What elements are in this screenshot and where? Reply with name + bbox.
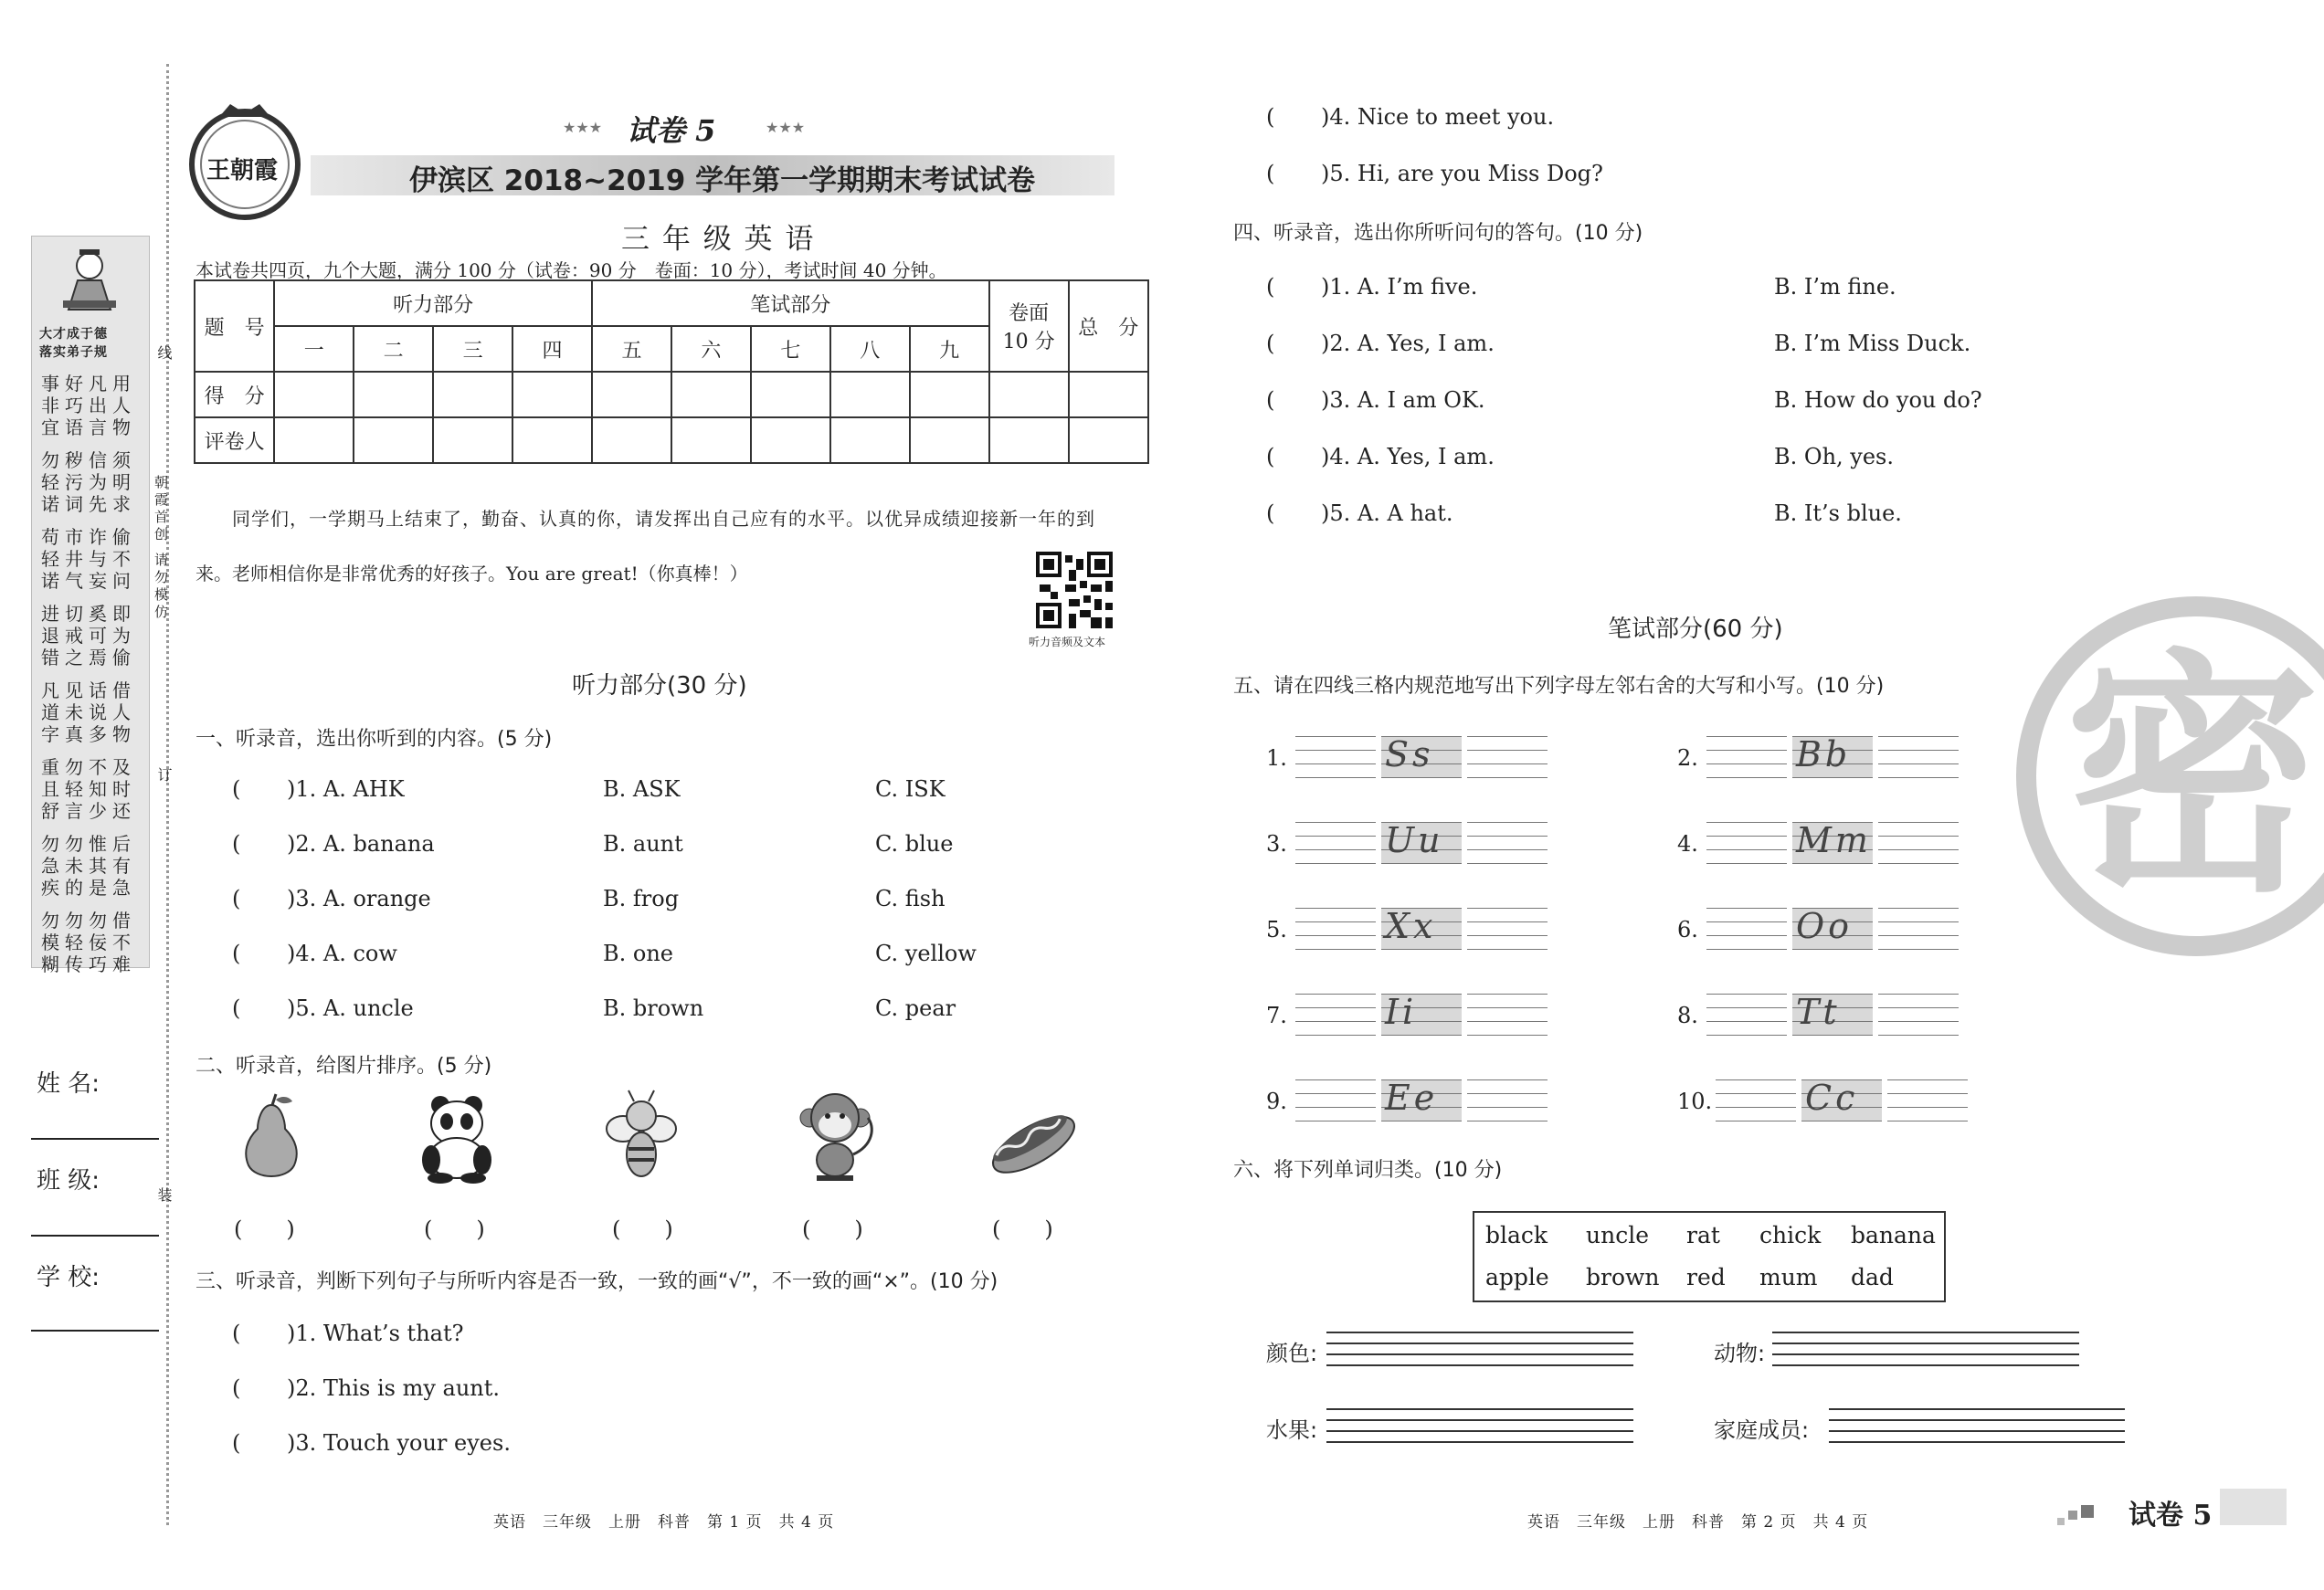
category-animal-label: 动物: [1714,1341,1766,1366]
answer-paren: ( [232,886,241,911]
category-write-line[interactable] [1772,1364,2079,1366]
category-write-line[interactable] [1326,1419,1633,1421]
picture-order-blank[interactable]: ( ) [802,1216,863,1242]
answer-paren: ( [232,995,241,1021]
letter-writing-grid[interactable] [1878,822,1959,864]
score-entry-cell[interactable] [989,372,1069,417]
question-number-cell: 三 [433,326,512,372]
section5-title: 五、请在四线三格内规范地写出下列字母左邻右舍的大写和小写。(10 分) [1233,675,1885,698]
motto-line: 道未说人 [41,701,136,723]
motto-line: 苟市诈偷 [41,526,136,548]
th-listening: 听力部分 [274,280,592,326]
question-option-a[interactable]: )4. A. cow [287,941,397,966]
logo-text: 王朝霞 [206,157,279,184]
score-entry-cell[interactable] [910,417,989,463]
score-entry-cell[interactable] [274,372,354,417]
class-label: 班 级: [37,1167,100,1195]
category-fruit-label: 水果: [1266,1417,1318,1443]
sidebar-slogan-1: 大才成于德 [39,327,108,342]
option-c[interactable]: C. yellow [875,941,977,966]
answer-option-b[interactable]: B. Oh, yes. [1774,444,1894,469]
score-entry-cell[interactable] [751,372,830,417]
letter-sample-grid [1381,908,1462,950]
question-option-a[interactable]: )3. A. orange [287,886,431,911]
category-write-line[interactable] [1326,1343,1633,1344]
seal-character: 密 [2065,629,2320,927]
word-bank-word: banana [1851,1222,1936,1248]
picture-order-blank[interactable]: ( ) [424,1216,485,1242]
answer-option-b[interactable]: B. How do you do? [1774,387,1982,413]
footer-right: 英语 三年级 上册 科普 第 2 页 共 4 页 [1527,1513,1869,1532]
option-c[interactable]: C. pear [875,995,956,1021]
answer-paren: ( [1266,274,1275,300]
letter-sample-grid [1792,736,1873,778]
judge-sentence[interactable]: )1. What’s that? [287,1321,464,1346]
scholar-figure-icon [59,246,120,319]
question-number-cell: 八 [830,326,910,372]
word-bank-word: brown [1586,1264,1660,1290]
option-b[interactable]: B. aunt [603,831,683,857]
binding-line [166,64,169,1525]
word-bank-word: black [1485,1222,1548,1248]
item-number: 1. [1266,745,1287,771]
qr-caption: 听力音频及文本 [1029,636,1106,648]
sidebar-motto-panel [31,236,150,975]
pear-icon [230,1092,312,1184]
answer-option-a[interactable]: )1. A. I’m five. [1321,274,1478,300]
hotdog-icon [983,1101,1080,1180]
answer-paren: ( [232,831,241,857]
motto-line: 错之焉偷 [41,647,136,669]
motto-line: 且轻知时 [41,778,136,800]
row-grader-label: 评卷人 [195,417,274,463]
option-c[interactable]: C. blue [875,831,954,857]
sidebar-slogan-2: 落实弟子规 [39,345,108,360]
picture-order-blank[interactable]: ( ) [234,1216,295,1242]
subject-title: 三 年 级 英 语 [621,223,816,256]
category-write-line[interactable] [1829,1430,2125,1432]
category-write-line[interactable] [1772,1353,2079,1355]
answer-paren: ( [1266,331,1275,356]
section4-title: 四、听录音，选出你所听问句的答句。(10 分) [1233,222,1643,245]
score-entry-cell[interactable] [751,417,830,463]
answer-option-b[interactable]: B. I’m Miss Duck. [1774,331,1971,356]
answer-paren: ( [232,1430,241,1456]
section3-title: 三、听录音，判断下列句子与所听内容是否一致，一致的画“√”，不一致的画“×”。(10 分) [195,1270,998,1293]
item-number: 10. [1677,1089,1713,1114]
question-number-cell: 二 [354,326,433,372]
sample-letters: Uu [1385,820,1444,860]
monkey-icon [797,1090,881,1185]
corner-squares-icon [2085,1501,2103,1520]
class-field[interactable] [31,1235,159,1237]
category-write-line[interactable] [1326,1364,1633,1366]
motto-line: 疾的是急 [41,877,136,899]
score-entry-cell[interactable] [592,372,671,417]
question-number-cell: 五 [592,326,671,372]
word-bank-word: uncle [1586,1222,1649,1248]
motto-line: 重勿不及 [41,756,136,778]
answer-paren: ( [232,941,241,966]
stars-left-icon: ★★★ [563,119,603,136]
exam-intro: 本试卷共四页，九个大题，满分 100 分（试卷：90 分 卷面：10 分），考试时间 40 分钟。 [195,259,947,281]
option-b[interactable]: B. frog [603,886,680,911]
answer-option-a[interactable]: )5. A. A hat. [1321,500,1453,526]
letter-sample-grid [1381,994,1462,1036]
letter-writing-grid[interactable] [1295,1079,1376,1121]
word-bank-row-1 [1485,1222,1942,1248]
category-write-line[interactable] [1772,1332,2079,1333]
category-write-line[interactable] [1829,1419,2125,1421]
word-bank-row-2 [1485,1264,1942,1290]
item-number: 5. [1266,917,1287,942]
item-number: 9. [1266,1089,1287,1114]
answer-paren: ( [232,776,241,802]
category-write-line[interactable] [1326,1441,1633,1443]
letter-sample-grid [1792,822,1873,864]
category-write-line[interactable] [1326,1332,1633,1333]
answer-option-a[interactable]: )2. A. Yes, I am. [1321,331,1495,356]
word-bank-word: chick [1759,1222,1822,1248]
letter-writing-grid[interactable] [1706,994,1787,1036]
judge-sentence[interactable]: )5. Hi, are you Miss Dog? [1321,161,1603,186]
footer-paper-tag: 试卷 5 [2129,1500,2213,1532]
score-entry-cell[interactable] [671,372,751,417]
letter-writing-grid[interactable] [1467,908,1548,950]
picture-order-blank[interactable]: ( ) [992,1216,1053,1242]
letter-writing-grid[interactable] [1467,822,1548,864]
score-entry-cell[interactable] [354,417,433,463]
score-entry-cell[interactable] [989,417,1069,463]
letter-writing-grid[interactable] [1467,1079,1548,1121]
category-write-line[interactable] [1326,1353,1633,1355]
category-write-line[interactable] [1326,1430,1633,1432]
word-bank-word: apple [1485,1264,1549,1290]
score-entry-cell[interactable] [910,372,989,417]
motto-line: 诺词先求 [41,493,136,515]
question-number-cell: 四 [512,326,592,372]
name-label: 姓 名: [37,1070,100,1098]
score-entry-cell[interactable] [512,417,592,463]
word-bank-word: red [1686,1264,1726,1290]
paper-number: 试卷 5 [627,113,716,148]
sample-letters: Bb [1796,734,1852,774]
score-entry-cell[interactable] [512,372,592,417]
binding-mark-xian: 线 [155,345,173,363]
letter-writing-grid[interactable] [1295,908,1376,950]
motto-line: 勿秽信须 [41,449,136,471]
greeting-line-2: 来。老师相信你是非常优秀的好孩子。You are great!（你真棒！） [195,563,748,584]
bee-icon [603,1089,680,1184]
score-row [195,372,1148,417]
section6-title: 六、将下列单词归类。(10 分) [1233,1159,1503,1182]
score-entry-cell[interactable] [433,417,512,463]
publisher-logo [183,100,307,225]
letter-sample-grid [1792,994,1873,1036]
answer-option-b[interactable]: B. I’m fine. [1774,274,1896,300]
section1-title: 一、听录音，选出你听到的内容。(5 分) [195,728,553,751]
sample-letters: Mm [1796,820,1872,860]
motto-line: 急未其有 [41,855,136,877]
motto-line: 模轻佞不 [41,932,136,953]
item-number: 8. [1677,1003,1698,1028]
sample-letters: Xx [1385,906,1437,946]
motto-line: 凡见话借 [41,679,136,701]
letter-sample-grid [1381,1079,1462,1121]
letter-sample-grid [1801,1079,1882,1121]
margin-note: 朝霞首创 请勿模仿 [153,475,169,622]
question-number-cell: 六 [671,326,751,372]
school-field[interactable] [31,1330,159,1332]
sample-letters: Ss [1385,734,1434,774]
question-number-cell: 一 [274,326,354,372]
written-heading: 笔试部分(60 分) [1608,616,1783,643]
score-entry-cell[interactable] [1069,372,1148,417]
category-write-line[interactable] [1829,1441,2125,1443]
motto-line: 字真多物 [41,723,136,745]
motto-line: 非巧出人 [41,395,136,416]
motto-line: 轻污为明 [41,471,136,493]
letter-writing-grid[interactable] [1295,822,1376,864]
score-entry-cell[interactable] [1069,417,1148,463]
score-entry-cell[interactable] [671,417,751,463]
item-number: 7. [1266,1003,1287,1028]
answer-paren: ( [232,1321,241,1346]
letter-sample-grid [1792,908,1873,950]
word-bank-word: dad [1851,1264,1894,1290]
picture-order-blank[interactable]: ( ) [612,1216,673,1242]
score-entry-cell[interactable] [433,372,512,417]
th-total: 总 分 [1069,280,1148,372]
sample-letters: Tt [1796,992,1841,1032]
option-b[interactable]: B. one [603,941,674,966]
motto-line: 糊传巧难 [41,953,136,975]
answer-paren: ( [232,1375,241,1401]
score-table [194,279,1149,464]
panda-icon [413,1092,501,1184]
category-write-line[interactable] [1829,1408,2125,1410]
motto-line: 勿勿惟后 [41,833,136,855]
qr-code-icon[interactable] [1036,552,1113,628]
th-writing: 笔试部分 [592,280,989,326]
judge-sentence[interactable]: )2. This is my aunt. [287,1375,501,1401]
letter-writing-grid[interactable] [1706,822,1787,864]
binding-mark-ding: 订 [155,767,173,785]
word-bank-box [1473,1211,1946,1302]
sample-letters: Ee [1385,1078,1439,1118]
grader-row [195,417,1148,463]
motto-line: 轻井与不 [41,548,136,570]
sample-letters: Cc [1805,1078,1859,1118]
letter-writing-grid[interactable] [1716,1079,1796,1121]
motto-line: 进切奚即 [41,603,136,625]
option-c[interactable]: C. ISK [875,776,945,802]
question-option-a[interactable]: )5. A. uncle [287,995,414,1021]
letter-sample-grid [1381,736,1462,778]
answer-paren: ( [1266,161,1275,186]
confidential-seal-icon [2013,594,2324,959]
question-number-cell: 七 [751,326,830,372]
row-score-label: 得 分 [195,372,274,417]
score-entry-cell[interactable] [354,372,433,417]
listening-heading: 听力部分(30 分) [572,672,747,700]
category-write-line[interactable] [1772,1343,2079,1344]
score-entry-cell[interactable] [830,417,910,463]
category-write-line[interactable] [1326,1408,1633,1410]
judge-sentence[interactable]: )3. Touch your eyes. [287,1430,511,1456]
answer-paren: ( [1266,387,1275,413]
motto-line: 舒言少还 [41,800,136,822]
option-c[interactable]: C. fish [875,886,945,911]
item-number: 3. [1266,831,1287,857]
school-label: 学 校: [37,1264,100,1291]
letter-writing-grid[interactable] [1878,736,1959,778]
judge-sentence[interactable]: )4. Nice to meet you. [1321,104,1555,130]
answer-option-a[interactable]: )4. A. Yes, I am. [1321,444,1495,469]
item-number: 2. [1677,745,1698,771]
binding-mark-zhuang: 装 [155,1187,173,1206]
sample-letters: Ii [1385,992,1418,1032]
letter-sample-grid [1381,822,1462,864]
motto-line: 诺气妄问 [41,570,136,592]
motto-line: 勿勿勿借 [41,910,136,932]
section2-title: 二、听录音，给图片排序。(5 分) [195,1055,492,1078]
letter-writing-grid[interactable] [1295,736,1376,778]
word-bank-word: rat [1686,1222,1720,1248]
question-number-cell: 九 [910,326,989,372]
name-field[interactable] [31,1138,159,1140]
answer-option-a[interactable]: )3. A. I am OK. [1321,387,1485,413]
motto-line: 事好凡用 [41,373,136,395]
category-color-label: 颜色: [1266,1341,1318,1366]
word-bank-word: mum [1759,1264,1818,1290]
motto-line: 宜语言物 [41,416,136,438]
answer-option-b[interactable]: B. It’s blue. [1774,500,1902,526]
answer-paren: ( [1266,104,1275,130]
item-number: 6. [1677,917,1698,942]
letter-writing-grid[interactable] [1706,736,1787,778]
sample-letters: Oo [1796,906,1854,946]
exam-title: 伊滨区 2018~2019 学年第一学期期末考试试卷 [409,164,1036,197]
letter-writing-grid[interactable] [1467,736,1548,778]
greeting-line-1: 同学们，一学期马上结束了，勤奋、认真的你，请发挥出自己应有的水平。以优异成绩迎接新一年的到 [232,508,1095,530]
letter-writing-grid[interactable] [1295,994,1376,1036]
letter-writing-grid[interactable] [1467,994,1548,1036]
letter-writing-grid[interactable] [1706,908,1787,950]
question-option-a[interactable]: )1. A. AHK [287,776,405,802]
answer-paren: ( [1266,500,1275,526]
th-tihao: 题 号 [195,280,274,372]
score-entry-cell[interactable] [274,417,354,463]
option-b[interactable]: B. ASK [603,776,681,802]
letter-writing-grid[interactable] [1887,1079,1968,1121]
th-juanmian: 卷面 10 分 [989,280,1069,372]
score-entry-cell[interactable] [830,372,910,417]
letter-writing-grid[interactable] [1878,908,1959,950]
footer-left: 英语 三年级 上册 科普 第 1 页 共 4 页 [493,1513,835,1532]
question-option-a[interactable]: )2. A. banana [287,831,435,857]
motto-line: 退戒可为 [41,625,136,647]
score-entry-cell[interactable] [592,417,671,463]
stars-right-icon: ★★★ [766,119,806,136]
category-family-label: 家庭成员: [1714,1417,1810,1443]
letter-writing-grid[interactable] [1878,994,1959,1036]
option-b[interactable]: B. brown [603,995,704,1021]
answer-paren: ( [1266,444,1275,469]
footer-tab [2220,1489,2287,1525]
item-number: 4. [1677,831,1698,857]
